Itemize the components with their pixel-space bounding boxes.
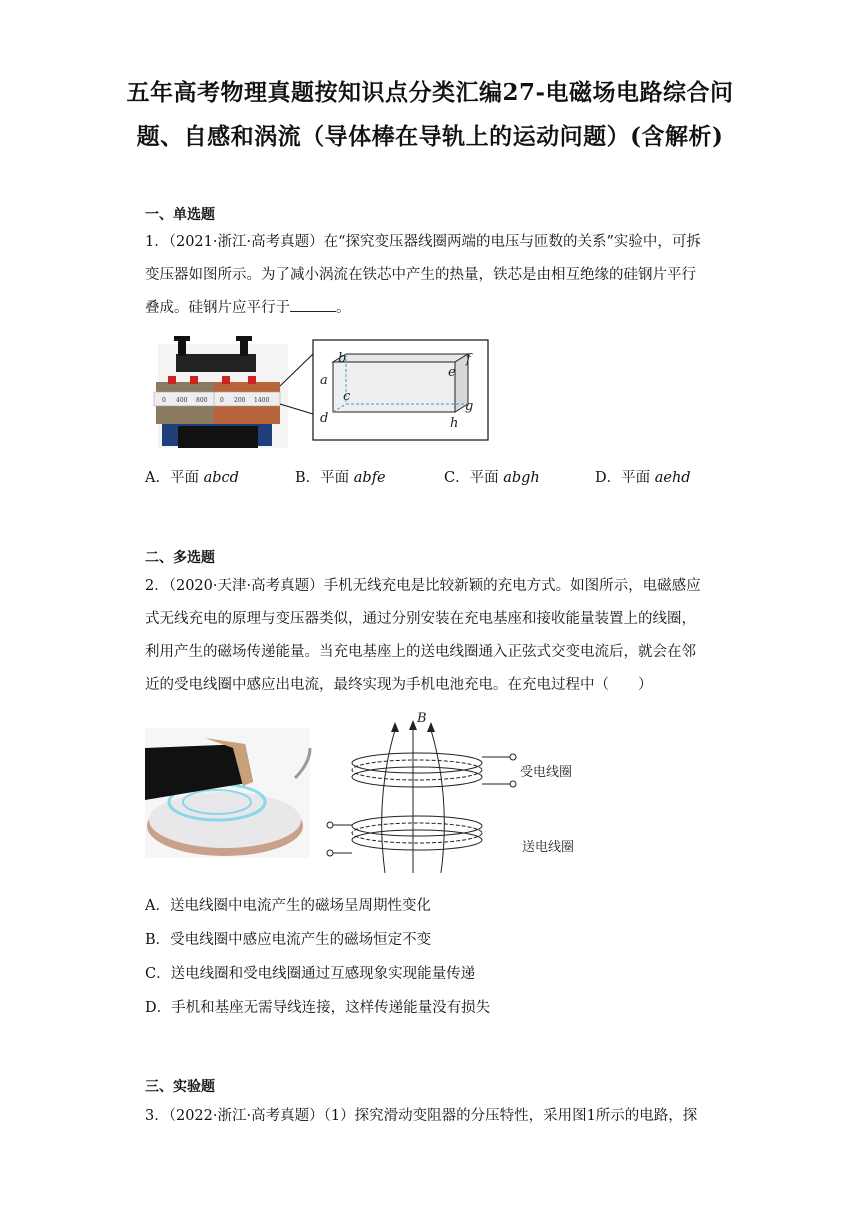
q1-option-c[interactable]: C．平面 abgh xyxy=(444,470,540,486)
q2-option-c[interactable]: C．送电线圈和受电线圈通过互感现象实现能量传递 xyxy=(145,966,476,982)
label-f: f xyxy=(466,352,471,367)
q2-line-2: 式无线充电的原理与变压器类似，通过分别安装在充电基座和接收能量装置上的线圈， xyxy=(145,611,696,627)
dial-0: 0 xyxy=(162,397,166,404)
q2-line-3: 利用产生的磁场传递能量。当充电基座上的送电线圈通入正弦式交变电流后，就会在邻 xyxy=(145,644,696,660)
dial-1400: 1400 xyxy=(254,397,270,404)
dial-800: 800 xyxy=(196,397,208,404)
receive-coil-label: 受电线圈 xyxy=(520,765,573,780)
question-3-stem xyxy=(145,1100,725,1133)
label-h: h xyxy=(450,416,459,431)
q3-line-1: 3．（2022·浙江·高考真题）（1）探究滑动变阻器的分压特性，采用图1所示的电路，探 xyxy=(145,1108,698,1124)
question-1-stem xyxy=(145,226,725,325)
send-coil-label: 送电线圈 xyxy=(522,840,575,855)
q2-option-b[interactable]: B．受电线圈中感应电流产生的磁场恒定不变 xyxy=(145,932,432,948)
q1-option-a[interactable]: A．平面 abcd xyxy=(145,470,239,486)
q1-line-3: 叠成。硅钢片应平行于 。 xyxy=(145,292,725,325)
transformer-photo xyxy=(154,336,288,448)
doc-title-line2: 题、自感和涡流（导体棒在导轨上的运动问题）(含解析) xyxy=(136,123,724,150)
question-2-stem xyxy=(145,570,725,702)
wireless-charger-photo xyxy=(145,728,310,858)
q1-option-b[interactable]: B．平面 abfe xyxy=(295,470,386,486)
q2-figure xyxy=(145,708,605,883)
silicon-steel-block xyxy=(333,354,468,412)
q1-option-d[interactable]: D．平面 aehd xyxy=(595,470,691,486)
q1-line-2: 变压器如图所示。为了减小涡流在铁芯中产生的热量，铁芯是由相互绝缘的硅钢片平行 xyxy=(145,267,696,283)
doc-title-line1: 五年高考物理真题按知识点分类汇编27-电磁场电路综合问 xyxy=(126,79,734,106)
answer-blank xyxy=(290,297,336,312)
coil-diagram xyxy=(327,711,574,873)
section-heading-experiment: 三、实验题 xyxy=(145,1079,215,1095)
dial-0b: 0 xyxy=(220,397,224,404)
dial-400: 400 xyxy=(176,397,188,404)
label-e: e xyxy=(448,365,456,380)
section-heading-single-choice: 一、单选题 xyxy=(145,207,215,223)
q1-figure xyxy=(148,330,493,450)
q2-line-4: 近的受电线圈中感应出电流，最终实现为手机电池充电。在充电过程中（ ） xyxy=(145,677,653,693)
field-label-b: B xyxy=(417,711,427,726)
label-a: a xyxy=(320,373,328,388)
label-g: g xyxy=(465,399,474,414)
label-c: c xyxy=(343,389,351,404)
section-heading-multi-choice: 二、多选题 xyxy=(145,550,215,566)
q1-line-1: 1．（2021·浙江·高考真题）在“探究变压器线圈两端的电压与匝数的关系”实验中，可拆 xyxy=(145,234,701,250)
label-b: b xyxy=(338,351,347,366)
q2-line-1: 2．（2020·天津·高考真题）手机无线充电是比较新颖的充电方式。如图所示，电磁感应 xyxy=(145,578,701,594)
q2-option-a[interactable]: A．送电线圈中电流产生的磁场呈周期性变化 xyxy=(145,898,431,914)
label-d: d xyxy=(320,411,329,426)
q2-option-d[interactable]: D．手机和基座无需导线连接，这样传递能量没有损失 xyxy=(145,1000,491,1016)
dial-200: 200 xyxy=(234,397,246,404)
